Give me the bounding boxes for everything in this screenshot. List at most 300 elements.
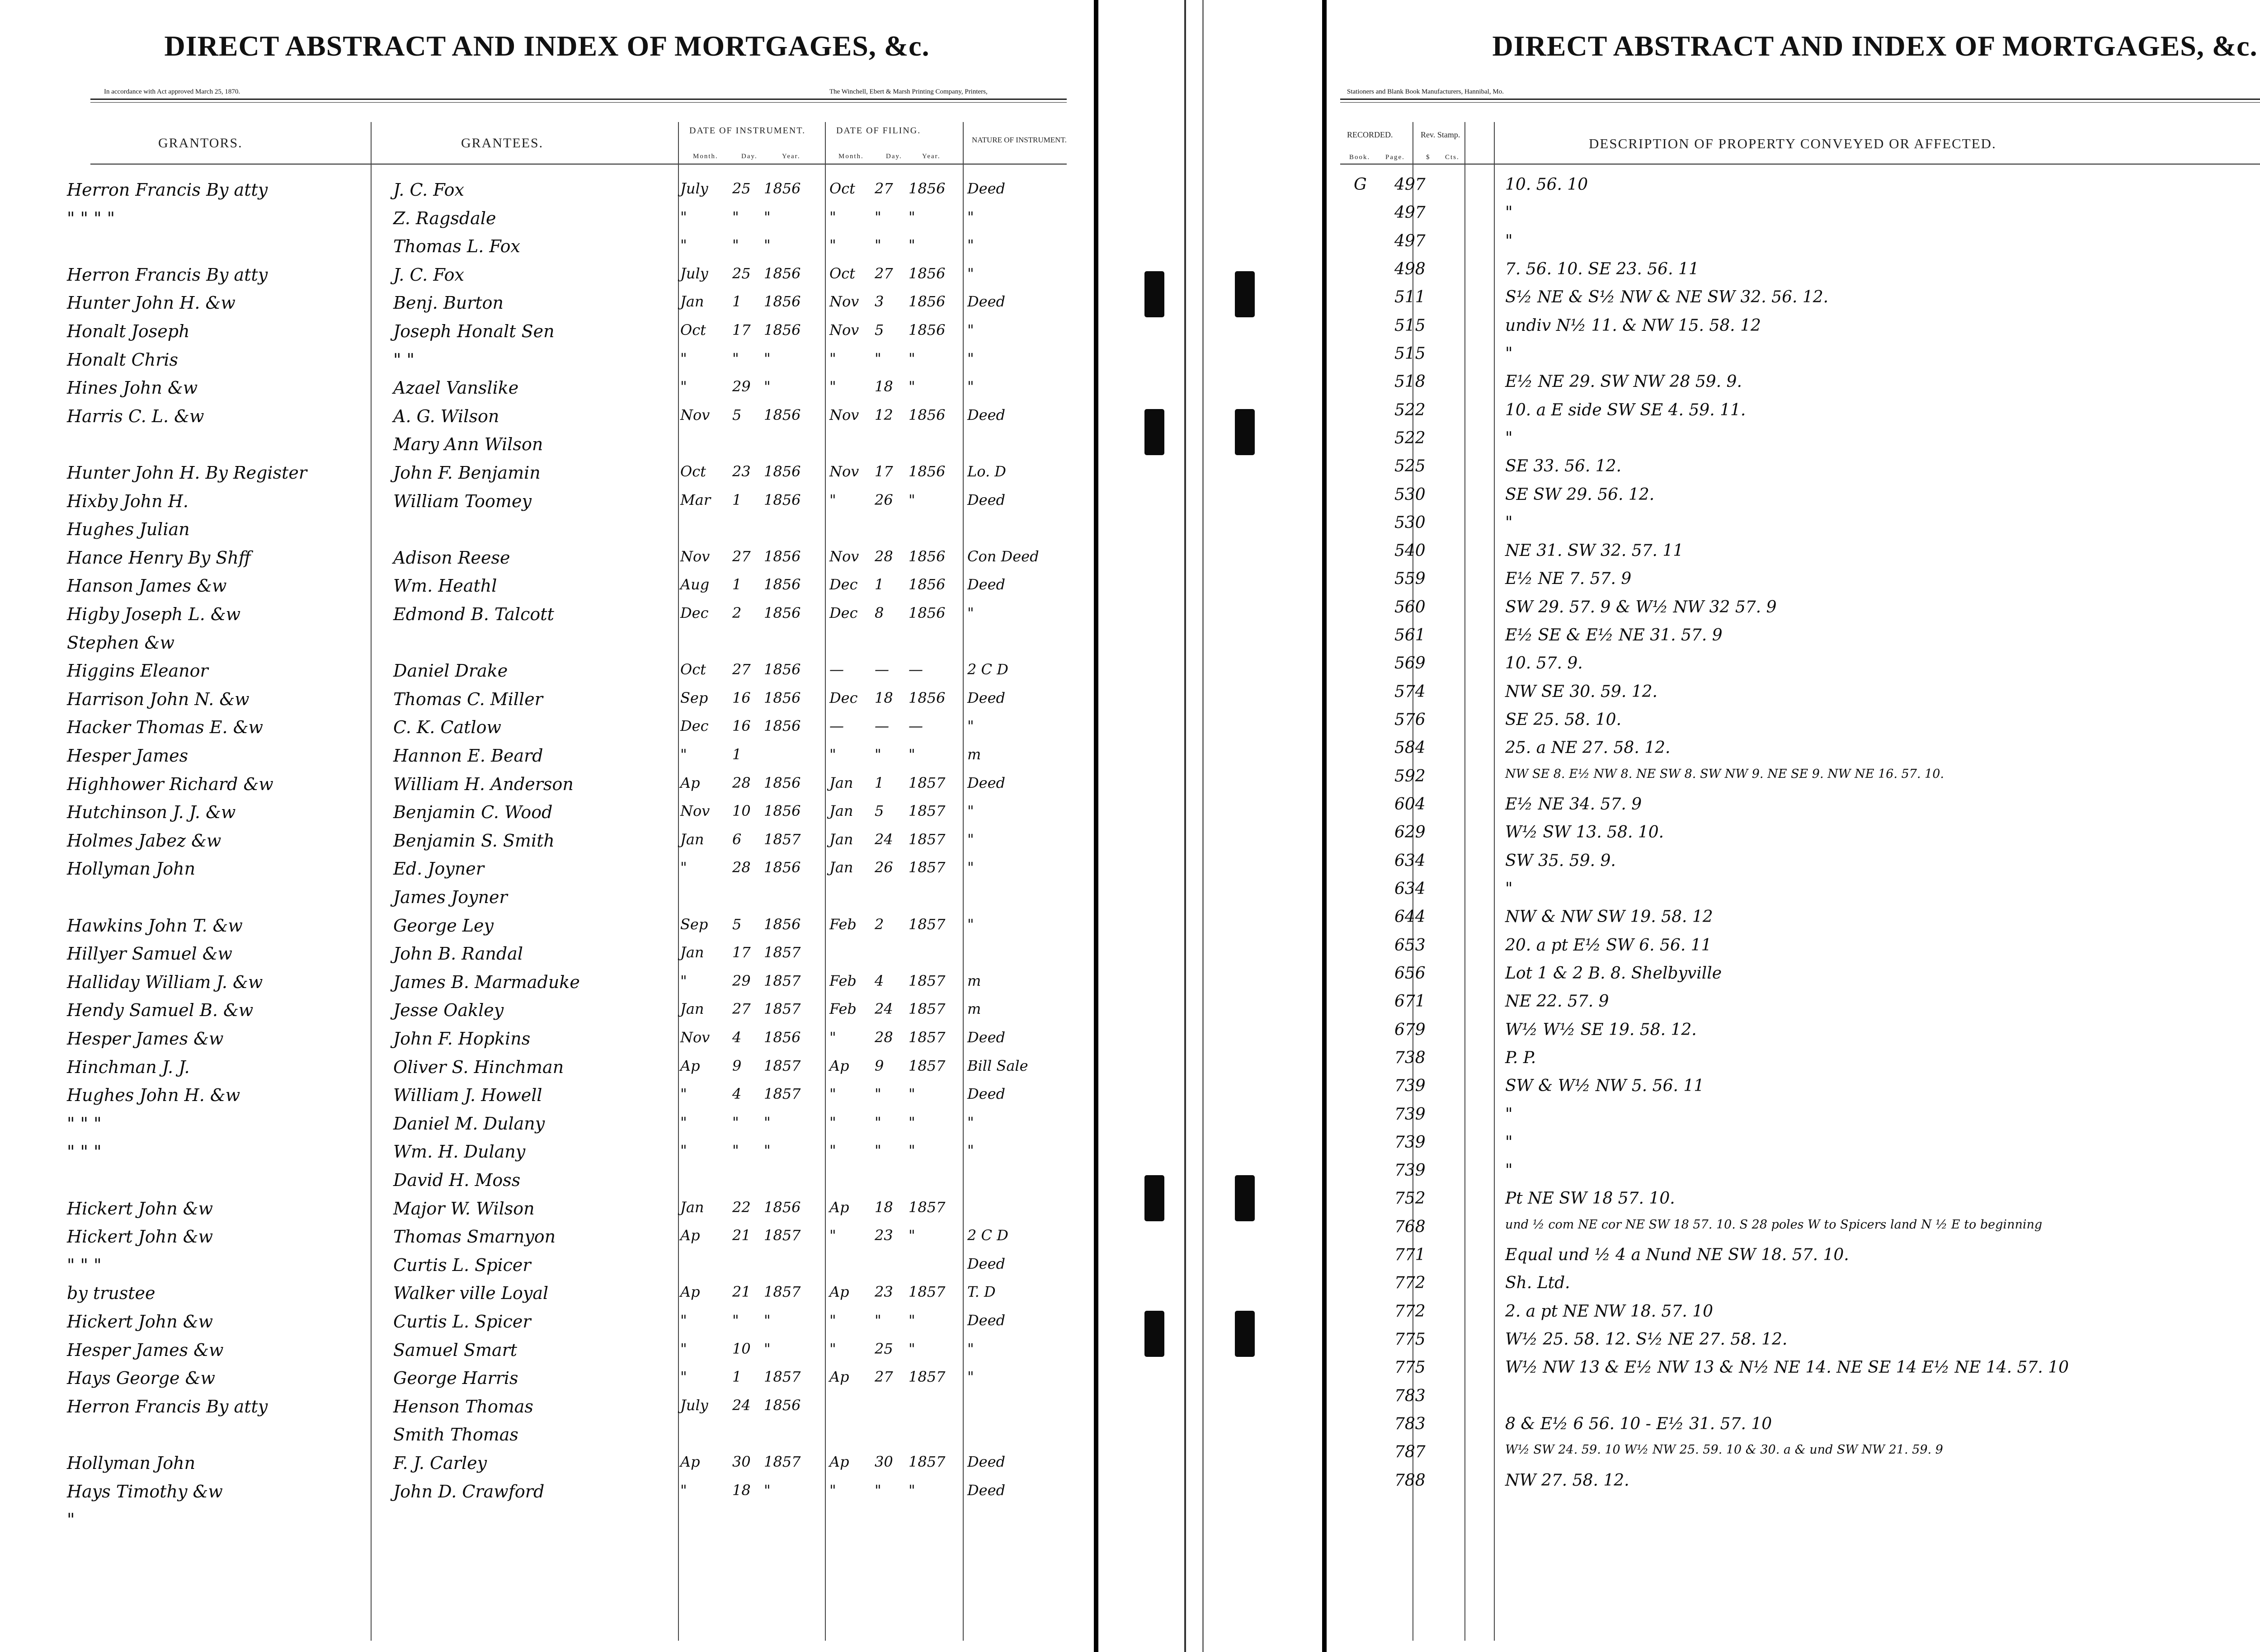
description-cell: NE 31. SW 32. 57. 11 — [1505, 541, 1684, 560]
description-cell: W½ SW 13. 58. 10. — [1505, 823, 1664, 842]
description-cell: undiv N½ 11. & NW 15. 58. 12 — [1505, 316, 1761, 335]
grantor-cell: Hesper James &w — [67, 1029, 224, 1049]
fil-year-cell: 1857 — [909, 1199, 946, 1216]
nature-cell: " — [967, 1114, 974, 1131]
fil-month-cell: Feb — [829, 916, 857, 933]
page-cell: 775 — [1394, 1358, 1426, 1377]
inst-month-cell: Ap — [680, 1227, 700, 1244]
inst-year-cell: 1856 — [764, 293, 801, 310]
fil-day-cell: 18 — [875, 1199, 893, 1216]
grantor-cell: Hinchman J. J. — [67, 1057, 190, 1077]
grantor-cell: " " " — [67, 1142, 102, 1162]
page-cell: 783 — [1394, 1415, 1426, 1433]
description-cell: SE 25. 58. 10. — [1505, 711, 1622, 729]
inst-day-cell: 17 — [732, 321, 751, 339]
right-page-title: DIRECT ABSTRACT AND INDEX OF MORTGAGES, &c. — [1492, 30, 2258, 62]
fil-year-cell: " — [909, 1340, 915, 1357]
grantee-cell: " " — [393, 350, 415, 370]
fil-day-cell: 18 — [875, 378, 893, 395]
grantors-header: GRANTORS. — [158, 136, 243, 151]
description-cell: W½ 25. 58. 12. S½ NE 27. 58. 12. — [1505, 1330, 1788, 1349]
fil-year-cell: 1857 — [909, 1453, 946, 1470]
grantee-cell: Benj. Burton — [393, 293, 504, 313]
description-cell: 7. 56. 10. SE 23. 56. 11 — [1505, 260, 1699, 278]
inst-month-cell: Nov — [680, 548, 710, 565]
fil-month-cell: " — [829, 491, 836, 508]
inst-year-cell: " — [764, 208, 771, 226]
fil-month-cell: " — [829, 236, 836, 254]
page-cell: 783 — [1394, 1387, 1426, 1405]
inst-year-cell: " — [764, 378, 771, 395]
page-cell: 525 — [1394, 457, 1426, 475]
inst-month-cell: " — [680, 1085, 687, 1102]
fil-month-cell: Feb — [829, 1000, 857, 1017]
fil-day-cell: 24 — [875, 1000, 893, 1017]
fil-day-cell: 5 — [875, 802, 884, 819]
fil-year-cell: " — [909, 1114, 915, 1131]
inst-day-cell: 4 — [732, 1085, 742, 1102]
page-cell: 739 — [1394, 1077, 1426, 1095]
inst-day-header: Day. — [741, 153, 758, 160]
stationer-note: Stationers and Blank Book Manufacturers, Hannibal, Mo. — [1347, 88, 1504, 95]
fil-month-cell: Ap — [829, 1368, 849, 1385]
nature-cell: Deed — [967, 1029, 1006, 1046]
grantor-cell: Hillyer Samuel &w — [67, 944, 233, 964]
fil-year-cell: — — [909, 661, 923, 678]
inst-year-cell: 1857 — [764, 831, 801, 848]
inst-day-cell: 18 — [732, 1482, 751, 1499]
description-cell: 10. 56. 10 — [1505, 175, 1588, 194]
fil-year-cell: 1857 — [909, 802, 946, 819]
grantee-cell: J. C. Fox — [393, 180, 464, 200]
grantee-cell: Benjamin C. Wood — [393, 802, 553, 822]
nature-cell: Deed — [967, 1085, 1006, 1102]
grantee-cell: Curtis L. Spicer — [393, 1312, 531, 1332]
fil-month-cell: Dec — [829, 689, 858, 706]
description-cell: E½ NE 34. 57. 9 — [1505, 795, 1642, 814]
page-cell: 497 — [1394, 175, 1426, 194]
page-cell: 644 — [1394, 908, 1426, 926]
inst-month-cell: Oct — [680, 661, 706, 678]
col-divider-1 — [371, 122, 372, 1641]
inst-day-cell: 5 — [732, 916, 742, 933]
description-cell: und ½ com NE cor NE SW 18 57. 10. S 28 poles W to Spicers land N ½ E to beginning — [1505, 1218, 2043, 1232]
grantee-cell: John D. Crawford — [393, 1482, 545, 1501]
grantor-cell: Hickert John &w — [67, 1199, 213, 1219]
book-gutter — [1094, 0, 1327, 1652]
fil-year-header: Year. — [922, 153, 941, 160]
fil-day-cell: 2 — [875, 916, 884, 933]
inst-year-cell: 1856 — [764, 180, 801, 197]
header-rule-top — [1340, 99, 2260, 100]
inst-month-cell: " — [680, 1312, 687, 1329]
inst-year-cell: 1856 — [764, 1397, 801, 1414]
fil-day-cell: 1 — [875, 774, 884, 791]
fil-day-cell: — — [875, 717, 889, 734]
fil-year-cell: — — [909, 717, 923, 734]
inst-month-cell: " — [680, 1368, 687, 1385]
grantor-cell: Stephen &w — [67, 633, 174, 653]
nature-cell: Deed — [967, 1453, 1006, 1470]
inst-day-cell: 30 — [732, 1453, 751, 1470]
description-cell: NE 22. 57. 9 — [1505, 992, 1609, 1011]
page-cell: 604 — [1394, 795, 1426, 814]
fil-day-cell: 27 — [875, 265, 893, 282]
page-cell: 739 — [1394, 1105, 1426, 1124]
fil-day-cell: " — [875, 1482, 881, 1499]
inst-year-cell: 1857 — [764, 1000, 801, 1017]
cents-header: Cts. — [1445, 154, 1460, 161]
grantee-cell: Oliver S. Hinchman — [393, 1057, 564, 1077]
page-cell: 739 — [1394, 1133, 1426, 1152]
grantor-cell: Hanson James &w — [67, 576, 227, 596]
fil-month-cell: Ap — [829, 1199, 849, 1216]
binding-hole — [1144, 1175, 1164, 1221]
description-cell: Pt NE SW 18 57. 10. — [1505, 1189, 1675, 1208]
inst-year-cell: 1856 — [764, 717, 801, 734]
description-cell: SW 35. 59. 9. — [1505, 852, 1616, 870]
grantee-cell: Azael Vanslike — [393, 378, 519, 398]
description-cell: " — [1505, 429, 1513, 447]
inst-day-cell: " — [732, 1312, 739, 1329]
binding-hole — [1144, 409, 1164, 455]
grantee-cell: Benjamin S. Smith — [393, 831, 555, 851]
fold-line-left — [1184, 0, 1186, 1652]
grantee-cell: Wm. Heathl — [393, 576, 497, 596]
page-cell: 738 — [1394, 1049, 1426, 1067]
act-note: In accordance with Act approved March 25, 1870. — [104, 88, 240, 95]
page-cell: 768 — [1394, 1218, 1426, 1236]
grantee-cell: J. C. Fox — [393, 265, 464, 285]
nature-cell: Deed — [967, 689, 1006, 706]
fil-year-cell: 1857 — [909, 972, 946, 989]
inst-month-cell: Ap — [680, 1057, 700, 1074]
inst-month-cell: " — [680, 972, 687, 989]
page-cell: 498 — [1394, 260, 1426, 278]
fil-day-cell: " — [875, 350, 881, 367]
inst-month-cell: Ap — [680, 774, 700, 791]
fil-month-cell: Ap — [829, 1057, 849, 1074]
left-page-edge — [1094, 0, 1098, 1652]
fil-month-header: Month. — [838, 153, 864, 160]
inst-year-cell: 1856 — [764, 774, 801, 791]
fil-month-cell: Nov — [829, 321, 859, 339]
inst-month-cell: " — [680, 208, 687, 226]
description-cell: 10. a E side SW SE 4. 59. 11. — [1505, 401, 1746, 419]
grantee-cell: F. J. Carley — [393, 1453, 487, 1473]
nature-cell: Lo. D — [967, 463, 1006, 480]
description-cell: Lot 1 & 2 B. 8. Shelbyville — [1505, 964, 1722, 983]
right-ledger-page — [1327, 0, 2260, 1652]
nature-cell: " — [967, 604, 974, 621]
fil-year-cell: 1856 — [909, 463, 946, 480]
page-cell: 560 — [1394, 598, 1426, 617]
grantee-cell: George Ley — [393, 916, 494, 936]
fold-line-right — [1202, 0, 1204, 1652]
inst-day-cell: 1 — [732, 576, 742, 593]
page-cell: 772 — [1394, 1302, 1426, 1321]
printer-note: The Winchell, Ebert & Marsh Printing Company, Printers, — [829, 88, 988, 95]
nature-cell: 2 C D — [967, 1227, 1008, 1244]
page-cell: 787 — [1394, 1443, 1426, 1461]
header-rule-top — [90, 99, 1067, 100]
fil-year-cell: " — [909, 350, 915, 367]
fil-year-cell: 1857 — [909, 831, 946, 848]
page-cell: 530 — [1394, 485, 1426, 504]
fil-month-cell: Dec — [829, 576, 858, 593]
nature-cell: " — [967, 265, 974, 282]
fil-day-header: Day. — [886, 153, 902, 160]
inst-year-cell: 1856 — [764, 802, 801, 819]
grantor-cell: Hesper James — [67, 746, 188, 766]
grantor-cell: " " " " — [67, 208, 115, 228]
fil-day-cell: 26 — [875, 859, 893, 876]
fil-day-cell: " — [875, 1142, 881, 1159]
grantee-cell: Daniel M. Dulany — [393, 1114, 545, 1134]
fil-year-cell: 1856 — [909, 548, 946, 565]
inst-day-cell: 27 — [732, 548, 751, 565]
inst-month-cell: Ap — [680, 1453, 700, 1470]
page-cell: 574 — [1394, 682, 1426, 701]
grantor-cell: Herron Francis By atty — [67, 265, 268, 285]
fil-year-cell: 1857 — [909, 1368, 946, 1385]
inst-month-cell: Jan — [680, 831, 704, 848]
grantee-cell: Walker ville Loyal — [393, 1283, 549, 1303]
description-cell: " — [1505, 1105, 1513, 1124]
fil-month-cell: Nov — [829, 463, 859, 480]
description-cell: W½ NW 13 & E½ NW 13 & N½ NE 14. NE SE 14 E½ NE 14. 57. 10 — [1505, 1358, 2069, 1377]
fil-month-cell: " — [829, 1114, 836, 1131]
inst-day-cell: 10 — [732, 802, 751, 819]
grantor-cell: Herron Francis By atty — [67, 1397, 268, 1417]
grantor-cell: Hollyman John — [67, 859, 196, 879]
inst-day-cell: 1 — [732, 293, 742, 310]
inst-day-cell: " — [732, 1142, 739, 1159]
inst-day-cell: " — [732, 236, 739, 254]
grantor-cell: Hendy Samuel B. &w — [67, 1000, 254, 1020]
description-cell: " — [1505, 344, 1513, 363]
grantor-cell: Higgins Eleanor — [67, 661, 208, 681]
fil-day-cell: 18 — [875, 689, 893, 706]
inst-month-cell: " — [680, 859, 687, 876]
description-cell: E½ NE 29. SW NW 28 59. 9. — [1505, 372, 1742, 391]
grantor-cell: Hays Timothy &w — [67, 1482, 223, 1501]
inst-day-cell: 17 — [732, 944, 751, 961]
fil-year-cell: 1857 — [909, 859, 946, 876]
nature-cell: " — [967, 208, 974, 226]
grantee-cell: Samuel Smart — [393, 1340, 518, 1360]
inst-month-cell: Mar — [680, 491, 711, 508]
header-rule-top-thin — [90, 102, 1067, 103]
page-cell: 561 — [1394, 626, 1426, 645]
inst-year-cell: " — [764, 236, 771, 254]
inst-year-cell: " — [764, 1312, 771, 1329]
inst-year-cell: 1856 — [764, 548, 801, 565]
fil-day-cell: 5 — [875, 321, 884, 339]
grantor-cell: Halliday William J. &w — [67, 972, 263, 992]
fil-month-cell: " — [829, 1312, 836, 1329]
inst-month-cell: " — [680, 1114, 687, 1131]
description-cell: W½ W½ SE 19. 58. 12. — [1505, 1021, 1697, 1039]
fil-year-cell: 1857 — [909, 1000, 946, 1017]
grantor-cell: by trustee — [67, 1283, 155, 1303]
page-cell: 515 — [1394, 344, 1426, 363]
book-cell: G — [1354, 175, 1367, 194]
inst-year-cell: 1856 — [764, 661, 801, 678]
description-cell: SE 33. 56. 12. — [1505, 457, 1622, 475]
inst-month-cell: July — [680, 180, 708, 197]
inst-day-cell: 25 — [732, 180, 751, 197]
nature-cell: Deed — [967, 774, 1006, 791]
fil-year-cell: 1857 — [909, 1057, 946, 1074]
date-filing-header: DATE OF FILING. — [836, 126, 921, 136]
grantee-cell: John B. Randal — [393, 944, 523, 964]
fil-year-cell: " — [909, 378, 915, 395]
inst-month-cell: Dec — [680, 717, 709, 734]
nature-cell: Deed — [967, 406, 1006, 424]
inst-day-cell: 1 — [732, 491, 742, 508]
inst-day-cell: 22 — [732, 1199, 751, 1216]
col-divider-2 — [1464, 122, 1465, 1641]
binding-hole — [1144, 271, 1164, 317]
nature-cell: " — [967, 717, 974, 734]
description-cell: " — [1505, 203, 1513, 222]
fil-month-cell: " — [829, 1482, 836, 1499]
inst-year-cell: " — [764, 350, 771, 367]
fil-month-cell: " — [829, 350, 836, 367]
fil-month-cell: Feb — [829, 972, 857, 989]
description-cell: Equal und ½ 4 a Nund NE SW 18. 57. 10. — [1505, 1246, 1849, 1264]
description-cell: SW & W½ NW 5. 56. 11 — [1505, 1077, 1704, 1095]
page-cell: 576 — [1394, 711, 1426, 729]
page-cell: 772 — [1394, 1274, 1426, 1292]
grantor-cell: " " " — [67, 1255, 102, 1275]
fil-day-cell: — — [875, 661, 889, 678]
header-rule-bottom — [1340, 164, 2260, 165]
inst-year-cell: 1857 — [764, 1453, 801, 1470]
nature-cell: Deed — [967, 180, 1006, 197]
grantor-cell: Hixby John H. — [67, 491, 188, 511]
inst-month-header: Month. — [693, 153, 718, 160]
fil-day-cell: 17 — [875, 463, 893, 480]
description-cell: NW SE 30. 59. 12. — [1505, 682, 1657, 701]
grantor-cell: Hickert John &w — [67, 1312, 213, 1332]
grantee-cell: James B. Marmaduke — [393, 972, 580, 992]
fil-month-cell: Dec — [829, 604, 858, 621]
nature-cell: Deed — [967, 1312, 1006, 1329]
fil-month-cell: Jan — [829, 774, 853, 791]
inst-day-cell: 27 — [732, 1000, 751, 1017]
inst-year-cell: 1857 — [764, 944, 801, 961]
grantee-cell: Curtis L. Spicer — [393, 1255, 531, 1275]
grantor-cell: Hollyman John — [67, 1453, 196, 1473]
description-cell: P. P. — [1505, 1049, 1536, 1067]
col-divider-3 — [1494, 122, 1495, 1641]
fil-day-cell: 25 — [875, 1340, 893, 1357]
page-cell: 515 — [1394, 316, 1426, 335]
header-rule-top-thin — [1340, 102, 2260, 103]
page-cell: 739 — [1394, 1161, 1426, 1180]
left-ledger-page — [0, 0, 1094, 1652]
fil-month-cell: Nov — [829, 548, 859, 565]
inst-day-cell: 5 — [732, 406, 742, 424]
page-cell: 679 — [1394, 1021, 1426, 1039]
inst-year-cell: 1856 — [764, 463, 801, 480]
grantee-cell: Henson Thomas — [393, 1397, 533, 1417]
fil-year-cell: 1856 — [909, 406, 946, 424]
binding-hole — [1235, 1311, 1255, 1357]
description-cell: W½ SW 24. 59. 10 W½ NW 25. 59. 10 & 30. a & und SW NW 21. 59. 9 — [1505, 1443, 1943, 1457]
page-cell: 788 — [1394, 1471, 1426, 1490]
fil-month-cell: " — [829, 208, 836, 226]
inst-month-cell: " — [680, 236, 687, 254]
date-instrument-header: DATE OF INSTRUMENT. — [689, 126, 806, 136]
fil-year-cell: 1856 — [909, 604, 946, 621]
inst-month-cell: Nov — [680, 1029, 710, 1046]
inst-month-cell: " — [680, 1340, 687, 1357]
page-cell: 634 — [1394, 852, 1426, 870]
inst-year-cell: 1856 — [764, 859, 801, 876]
inst-month-cell: " — [680, 378, 687, 395]
fil-month-cell: Ap — [829, 1283, 849, 1300]
fil-year-cell: " — [909, 1482, 915, 1499]
binding-hole — [1235, 409, 1255, 455]
inst-day-cell: 9 — [732, 1057, 742, 1074]
fil-day-cell: 30 — [875, 1453, 893, 1470]
grantee-cell: William H. Anderson — [393, 774, 574, 794]
right-page-edge — [1322, 0, 1327, 1652]
fil-year-cell: 1856 — [909, 293, 946, 310]
grantee-cell: Smith Thomas — [393, 1425, 518, 1445]
fil-day-cell: 4 — [875, 972, 884, 989]
grantees-header: GRANTEES. — [461, 136, 544, 151]
page-cell: 656 — [1394, 964, 1426, 983]
inst-day-cell: " — [732, 1114, 739, 1131]
page-cell: 592 — [1394, 767, 1426, 786]
inst-day-cell: 28 — [732, 774, 751, 791]
fil-day-cell: 23 — [875, 1283, 893, 1300]
inst-month-cell: July — [680, 1397, 708, 1414]
fil-day-cell: 26 — [875, 491, 893, 508]
description-cell: " — [1505, 232, 1513, 250]
nature-cell: Deed — [967, 491, 1006, 508]
nature-cell: " — [967, 802, 974, 819]
fil-month-cell: Jan — [829, 802, 853, 819]
page-cell: 775 — [1394, 1330, 1426, 1349]
inst-day-cell: 16 — [732, 717, 751, 734]
grantor-cell: Harris C. L. &w — [67, 406, 204, 426]
grantee-cell: Jesse Oakley — [393, 1000, 504, 1020]
fil-month-cell: " — [829, 746, 836, 763]
fil-year-cell: 1857 — [909, 1283, 946, 1300]
inst-month-cell: Nov — [680, 802, 710, 819]
fil-month-cell: " — [829, 1227, 836, 1244]
inst-year-cell: 1856 — [764, 321, 801, 339]
fil-year-cell: " — [909, 491, 915, 508]
grantor-cell: Hunter John H. &w — [67, 293, 235, 313]
grantee-cell: Wm. H. Dulany — [393, 1142, 526, 1162]
grantor-cell: Hines John &w — [67, 378, 198, 398]
fil-month-cell: — — [829, 661, 844, 678]
grantee-cell: George Harris — [393, 1368, 518, 1388]
nature-cell: " — [967, 1142, 974, 1159]
fil-year-cell: 1856 — [909, 321, 946, 339]
inst-day-cell: 4 — [732, 1029, 742, 1046]
fil-day-cell: 24 — [875, 831, 893, 848]
fil-month-cell: Oct — [829, 180, 856, 197]
fil-day-cell: " — [875, 1085, 881, 1102]
grantee-cell: Daniel Drake — [393, 661, 508, 681]
